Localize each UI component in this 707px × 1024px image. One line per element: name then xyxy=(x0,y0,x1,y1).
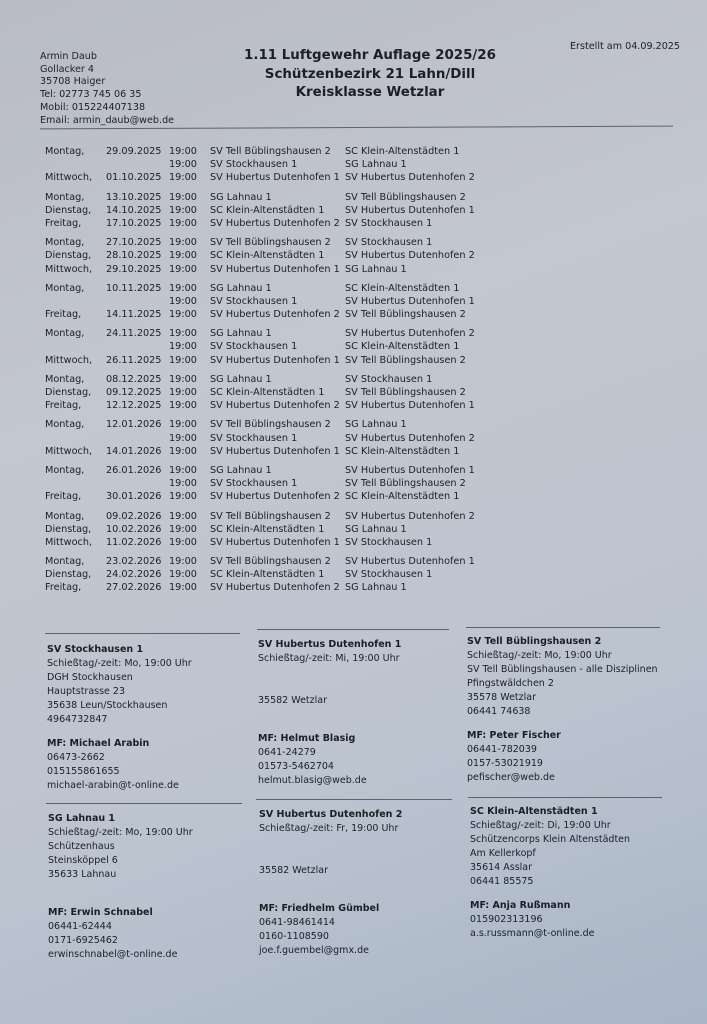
home-team: SV Stockhausen 1 xyxy=(210,341,298,353)
match-row xyxy=(45,191,505,204)
sender-city: 35708 Haiger xyxy=(40,76,106,88)
match-row xyxy=(45,340,505,353)
match-day: Montag, xyxy=(45,191,85,203)
club-divider xyxy=(257,629,449,630)
match-date: 12.12.2025 xyxy=(106,400,162,412)
match-day xyxy=(45,340,106,353)
away-team: SV Hubertus Dutenhofen 1 xyxy=(345,400,475,412)
title-line-2: Schützenbezirk 21 Lahn/Dill xyxy=(264,66,476,82)
match-row xyxy=(45,145,505,158)
away-team: SV Hubertus Dutenhofen 1 xyxy=(345,295,475,307)
manager-contact: helmut.blasig@web.de xyxy=(258,775,367,786)
match-day: Montag, xyxy=(45,510,85,522)
match-day: Montag, xyxy=(45,556,85,568)
away-team: SV Tell Büblingshausen 2 xyxy=(345,387,466,398)
sender-mobil: Mobil: 015224407138 xyxy=(40,101,146,113)
match-date: 29.09.2025 xyxy=(106,146,162,157)
manager-contact: michael-arabin@t-online.de xyxy=(47,780,179,791)
home-team: SV Hubertus Dutenhofen 1 xyxy=(210,536,340,548)
match-date: 28.10.2025 xyxy=(106,250,162,262)
club-address-line: Schützencorps Klein Altenstädten xyxy=(470,834,631,845)
match-group xyxy=(45,191,505,231)
match-time: 19:00 xyxy=(169,445,197,457)
match-time: 19:00 xyxy=(169,510,197,522)
match-day: Dienstag, xyxy=(45,569,92,581)
match-time: 19:00 xyxy=(169,146,197,157)
sender-email: Email: armin_daub@web.de xyxy=(40,114,175,126)
away-team: SV Tell Büblingshausen 2 xyxy=(345,478,466,490)
club-address-line: 35582 Wetzlar xyxy=(259,865,329,876)
match-time: 19:00 xyxy=(169,582,197,594)
match-day: Dienstag, xyxy=(45,387,92,398)
match-date xyxy=(106,340,169,353)
match-date: 26.11.2025 xyxy=(106,354,162,366)
club-address-line: DGH Stockhausen xyxy=(47,672,133,683)
match-row xyxy=(45,327,505,340)
match-date: 09.02.2026 xyxy=(106,510,162,522)
sender-street: Gollacker 4 xyxy=(40,63,95,75)
match-row xyxy=(45,373,505,386)
match-row xyxy=(45,445,505,458)
away-team: SV Tell Büblingshausen 2 xyxy=(345,309,466,321)
match-group xyxy=(45,464,505,504)
match-date: 17.10.2025 xyxy=(106,217,162,229)
match-row xyxy=(45,171,505,184)
club-divider xyxy=(45,633,240,634)
club-address-line: 35633 Lahnau xyxy=(48,869,117,880)
match-day xyxy=(45,477,106,490)
match-day: Montag, xyxy=(45,237,85,249)
match-date: 26.01.2026 xyxy=(106,464,162,476)
club-name: SV Stockhausen 1 xyxy=(47,644,144,655)
club-divider xyxy=(46,803,242,804)
away-team: SV Tell Büblingshausen 2 xyxy=(345,354,466,366)
match-group xyxy=(45,282,505,322)
match-day: Montag, xyxy=(45,464,85,476)
club-address-line xyxy=(258,666,458,680)
team-manager: MF: Helmut Blasig xyxy=(258,733,356,744)
match-group xyxy=(45,145,505,185)
match-schedule xyxy=(45,145,505,601)
away-team: SV Stockhausen 1 xyxy=(345,217,433,229)
match-row xyxy=(45,464,505,477)
match-date: 12.01.2026 xyxy=(106,419,162,431)
manager-contact: 06473-2662 xyxy=(47,752,105,763)
home-team: SV Stockhausen 1 xyxy=(210,159,298,171)
club-info xyxy=(467,635,667,785)
spacer xyxy=(259,892,459,902)
match-time: 19:00 xyxy=(169,328,197,340)
match-date: 27.10.2025 xyxy=(106,237,162,249)
match-group xyxy=(45,555,505,595)
match-date: 14.11.2025 xyxy=(106,309,162,321)
home-team: SV Tell Büblingshausen 2 xyxy=(210,510,331,522)
manager-contact: 0641-24279 xyxy=(258,747,316,758)
home-team: SC Klein-Altenstädten 1 xyxy=(210,569,325,581)
match-date xyxy=(106,158,169,171)
match-row xyxy=(45,490,505,503)
club-info xyxy=(47,643,247,793)
manager-contact: 015902313196 xyxy=(470,914,543,925)
home-team: SV Hubertus Dutenhofen 1 xyxy=(210,445,340,457)
home-team: SV Hubertus Dutenhofen 1 xyxy=(210,172,340,184)
manager-contact: 01573-5462704 xyxy=(258,761,334,772)
match-date: 14.10.2025 xyxy=(106,204,162,216)
home-team: SV Tell Büblingshausen 2 xyxy=(210,419,331,431)
match-date: 11.02.2026 xyxy=(106,536,162,548)
match-time: 19:00 xyxy=(169,464,197,476)
match-row xyxy=(45,204,505,217)
home-team: SV Stockhausen 1 xyxy=(210,432,298,444)
club-address-line: 35582 Wetzlar xyxy=(258,695,328,706)
match-day: Dienstag, xyxy=(45,250,92,262)
manager-contact: 06441-62444 xyxy=(48,921,112,932)
sender-name: Armin Daub xyxy=(40,51,97,62)
home-team: SV Hubertus Dutenhofen 2 xyxy=(210,400,340,412)
match-date: 01.10.2025 xyxy=(106,172,162,184)
match-day xyxy=(45,158,106,171)
match-date xyxy=(106,477,169,490)
match-time: 19:00 xyxy=(169,159,197,171)
away-team: SV Hubertus Dutenhofen 1 xyxy=(345,556,475,568)
club-name: SV Tell Büblingshausen 2 xyxy=(467,636,602,647)
club-shooting-time: Schießtag/-zeit: Fr, 19:00 Uhr xyxy=(259,823,399,834)
club-info xyxy=(470,805,670,941)
match-row xyxy=(45,568,505,581)
title-line-3: Kreisklasse Wetzlar xyxy=(295,85,445,100)
home-team: SV Hubertus Dutenhofen 1 xyxy=(210,354,340,366)
match-day: Dienstag, xyxy=(45,523,92,535)
match-row xyxy=(45,282,505,295)
home-team: SV Stockhausen 1 xyxy=(210,295,298,307)
match-time: 19:00 xyxy=(169,387,197,398)
match-row xyxy=(45,510,505,523)
club-address-line: 06441 85575 xyxy=(470,876,534,887)
home-team: SV Hubertus Dutenhofen 2 xyxy=(210,491,340,503)
club-info xyxy=(258,638,458,788)
match-day: Freitag, xyxy=(45,309,82,321)
match-time: 19:00 xyxy=(169,556,197,568)
match-row xyxy=(45,308,505,321)
match-group xyxy=(45,236,505,276)
created-date: Erstellt am 04.09.2025 xyxy=(570,41,681,52)
club-divider xyxy=(256,799,452,800)
home-team: SG Lahnau 1 xyxy=(210,191,272,203)
match-group xyxy=(45,327,505,367)
home-team: SC Klein-Altenstädten 1 xyxy=(210,204,325,216)
match-time: 19:00 xyxy=(169,523,197,535)
match-date xyxy=(106,295,169,308)
spacer xyxy=(48,896,248,906)
match-row xyxy=(45,477,505,490)
match-time: 19:00 xyxy=(169,478,197,490)
away-team: SV Hubertus Dutenhofen 2 xyxy=(345,172,475,184)
match-day xyxy=(45,432,106,445)
match-day: Montag, xyxy=(45,419,85,431)
home-team: SG Lahnau 1 xyxy=(210,373,272,385)
away-team: SV Hubertus Dutenhofen 2 xyxy=(345,432,475,444)
match-date: 09.12.2025 xyxy=(106,387,162,398)
home-team: SV Hubertus Dutenhofen 1 xyxy=(210,263,340,275)
sender-tel: Tel: 02773 745 06 35 xyxy=(40,89,142,101)
match-date: 08.12.2025 xyxy=(106,373,162,385)
away-team: SV Tell Büblingshausen 2 xyxy=(345,191,466,203)
match-date: 30.01.2026 xyxy=(106,491,162,503)
away-team: SC Klein-Altenstädten 1 xyxy=(345,146,460,157)
match-row xyxy=(45,263,505,276)
match-day: Mittwoch, xyxy=(45,172,93,184)
match-day xyxy=(45,295,106,308)
club-address-line: 35578 Wetzlar xyxy=(467,692,537,703)
match-row xyxy=(45,249,505,262)
away-team: SG Lahnau 1 xyxy=(345,419,407,431)
club-address-line xyxy=(258,680,458,694)
manager-contact: 015155861655 xyxy=(47,766,120,777)
match-group xyxy=(45,418,505,458)
match-row xyxy=(45,432,505,445)
match-row xyxy=(45,158,505,171)
club-address-line: 35614 Asslar xyxy=(470,862,533,873)
match-time: 19:00 xyxy=(169,341,197,353)
match-day: Mittwoch, xyxy=(45,445,93,457)
match-time: 19:00 xyxy=(169,263,197,275)
manager-contact: 06441-782039 xyxy=(467,744,537,755)
home-team: SC Klein-Altenstädten 1 xyxy=(210,250,325,262)
match-time: 19:00 xyxy=(169,354,197,366)
club-address-line xyxy=(48,882,248,896)
home-team: SC Klein-Altenstädten 1 xyxy=(210,387,325,398)
match-date: 24.11.2025 xyxy=(106,328,162,340)
away-team: SG Lahnau 1 xyxy=(345,263,407,275)
match-day: Mittwoch, xyxy=(45,354,93,366)
match-date: 24.02.2026 xyxy=(106,569,162,581)
club-address-line xyxy=(259,878,459,892)
manager-contact: pefischer@web.de xyxy=(467,772,555,783)
club-shooting-time: Schießtag/-zeit: Mi, 19:00 Uhr xyxy=(258,653,400,664)
away-team: SV Stockhausen 1 xyxy=(345,536,433,548)
match-date: 29.10.2025 xyxy=(106,263,162,275)
club-address-line: SV Tell Büblingshausen - alle Disziplinen xyxy=(467,664,658,675)
team-manager: MF: Peter Fischer xyxy=(467,730,561,741)
match-day: Freitag, xyxy=(45,582,82,594)
club-address-line: Steinsköppel 6 xyxy=(48,855,118,866)
match-day: Freitag, xyxy=(45,491,82,503)
match-group xyxy=(45,510,505,550)
match-day: Mittwoch, xyxy=(45,263,93,275)
match-time: 19:00 xyxy=(169,419,197,431)
match-row xyxy=(45,386,505,399)
home-team: SG Lahnau 1 xyxy=(210,282,272,294)
club-name: SV Hubertus Dutenhofen 1 xyxy=(258,639,402,650)
match-time: 19:00 xyxy=(169,432,197,444)
match-day: Montag, xyxy=(45,328,85,340)
away-team: SG Lahnau 1 xyxy=(345,582,407,594)
title-line-1: 1.11 Luftgewehr Auflage 2025/26 xyxy=(244,48,496,63)
team-manager: MF: Michael Arabin xyxy=(47,738,150,749)
match-time: 19:00 xyxy=(169,191,197,203)
club-address-line: 06441 74638 xyxy=(467,706,531,717)
match-date xyxy=(106,432,169,445)
away-team: SV Hubertus Dutenhofen 2 xyxy=(345,250,475,262)
sender-address xyxy=(40,51,174,127)
match-group xyxy=(45,373,505,413)
away-team: SV Stockhausen 1 xyxy=(345,373,433,385)
match-row xyxy=(45,418,505,431)
match-row xyxy=(45,354,505,367)
spacer xyxy=(470,889,670,899)
match-day: Mittwoch, xyxy=(45,536,93,548)
match-row xyxy=(45,399,505,412)
home-team: SV Hubertus Dutenhofen 2 xyxy=(210,582,340,594)
match-day: Dienstag, xyxy=(45,204,92,216)
club-info xyxy=(48,812,248,962)
home-team: SV Hubertus Dutenhofen 2 xyxy=(210,217,340,229)
home-team: SV Tell Büblingshausen 2 xyxy=(210,556,331,568)
home-team: SV Stockhausen 1 xyxy=(210,478,298,490)
club-name: SC Klein-Altenstädten 1 xyxy=(470,806,598,817)
home-team: SG Lahnau 1 xyxy=(210,464,272,476)
match-row xyxy=(45,536,505,549)
club-shooting-time: Schießtag/-zeit: Mo, 19:00 Uhr xyxy=(48,827,193,838)
spacer xyxy=(258,722,458,732)
club-shooting-time: Schießtag/-zeit: Mo, 19:00 Uhr xyxy=(467,650,612,661)
team-manager: MF: Erwin Schnabel xyxy=(48,907,153,918)
club-address-line xyxy=(259,850,459,864)
match-time: 19:00 xyxy=(169,217,197,229)
club-divider xyxy=(466,627,660,628)
match-day: Montag, xyxy=(45,282,85,294)
away-team: SV Hubertus Dutenhofen 1 xyxy=(345,464,475,476)
match-time: 19:00 xyxy=(169,295,197,307)
match-date: 10.02.2026 xyxy=(106,523,162,535)
away-team: SV Hubertus Dutenhofen 2 xyxy=(345,510,475,522)
away-team: SV Stockhausen 1 xyxy=(345,237,433,249)
manager-contact: 0160-1108590 xyxy=(259,931,329,942)
match-time: 19:00 xyxy=(169,172,197,184)
match-row xyxy=(45,295,505,308)
match-row xyxy=(45,555,505,568)
match-time: 19:00 xyxy=(169,373,197,385)
match-day: Montag, xyxy=(45,373,85,385)
home-team: SV Tell Büblingshausen 2 xyxy=(210,237,331,249)
team-manager: MF: Anja Rußmann xyxy=(470,900,571,911)
club-shooting-time: Schießtag/-zeit: Di, 19:00 Uhr xyxy=(470,820,611,831)
match-day: Freitag, xyxy=(45,400,82,412)
spacer xyxy=(47,727,247,737)
match-time: 19:00 xyxy=(169,250,197,262)
match-date: 27.02.2026 xyxy=(106,582,162,594)
club-address-line: 4964732847 xyxy=(47,714,108,725)
match-time: 19:00 xyxy=(169,400,197,412)
away-team: SG Lahnau 1 xyxy=(345,159,407,171)
document-title xyxy=(200,47,540,103)
club-name: SG Lahnau 1 xyxy=(48,813,116,824)
manager-contact: erwinschnabel@t-online.de xyxy=(48,949,178,960)
manager-contact: 0641-98461414 xyxy=(259,917,335,928)
home-team: SV Tell Büblingshausen 2 xyxy=(210,146,331,157)
manager-contact: a.s.russmann@t-online.de xyxy=(470,928,595,939)
manager-contact: 0171-6925462 xyxy=(48,935,118,946)
club-shooting-time: Schießtag/-zeit: Mo, 19:00 Uhr xyxy=(47,658,192,669)
away-team: SC Klein-Altenstädten 1 xyxy=(345,445,460,457)
club-address-line: Schützenhaus xyxy=(48,841,115,852)
match-row xyxy=(45,236,505,249)
team-manager: MF: Friedhelm Gümbel xyxy=(259,903,380,914)
match-time: 19:00 xyxy=(169,237,197,249)
club-address-line: 35638 Leun/Stockhausen xyxy=(47,700,168,711)
match-date: 13.10.2025 xyxy=(106,191,162,203)
match-time: 19:00 xyxy=(169,309,197,321)
match-date: 10.11.2025 xyxy=(106,282,162,294)
match-day: Freitag, xyxy=(45,217,82,229)
match-row xyxy=(45,523,505,536)
home-team: SV Hubertus Dutenhofen 2 xyxy=(210,309,340,321)
manager-contact: joe.f.guembel@gmx.de xyxy=(259,945,369,956)
club-address-line xyxy=(258,708,458,722)
away-team: SC Klein-Altenstädten 1 xyxy=(345,341,460,353)
home-team: SC Klein-Altenstädten 1 xyxy=(210,523,325,535)
match-time: 19:00 xyxy=(169,536,197,548)
match-time: 19:00 xyxy=(169,282,197,294)
match-time: 19:00 xyxy=(169,204,197,216)
match-row xyxy=(45,581,505,594)
away-team: SG Lahnau 1 xyxy=(345,523,407,535)
match-day: Montag, xyxy=(45,146,85,157)
away-team: SC Klein-Altenstädten 1 xyxy=(345,282,460,294)
club-address-line xyxy=(259,836,459,850)
club-info xyxy=(259,808,459,958)
home-team: SG Lahnau 1 xyxy=(210,328,272,340)
match-time: 19:00 xyxy=(169,491,197,503)
manager-contact: 0157-53021919 xyxy=(467,758,543,769)
away-team: SV Stockhausen 1 xyxy=(345,569,433,581)
spacer xyxy=(467,719,667,729)
match-date: 14.01.2026 xyxy=(106,445,162,457)
match-time: 19:00 xyxy=(169,569,197,581)
club-address-line: Pfingstwäldchen 2 xyxy=(467,678,554,689)
club-address-line: Am Kellerkopf xyxy=(470,848,536,859)
away-team: SV Hubertus Dutenhofen 1 xyxy=(345,204,475,216)
away-team: SC Klein-Altenstädten 1 xyxy=(345,491,460,503)
match-date: 23.02.2026 xyxy=(106,556,162,568)
club-address-line: Hauptstrasse 23 xyxy=(47,686,125,697)
club-name: SV Hubertus Dutenhofen 2 xyxy=(259,809,403,820)
away-team: SV Hubertus Dutenhofen 2 xyxy=(345,328,475,340)
match-row xyxy=(45,217,505,230)
club-divider xyxy=(468,797,662,798)
